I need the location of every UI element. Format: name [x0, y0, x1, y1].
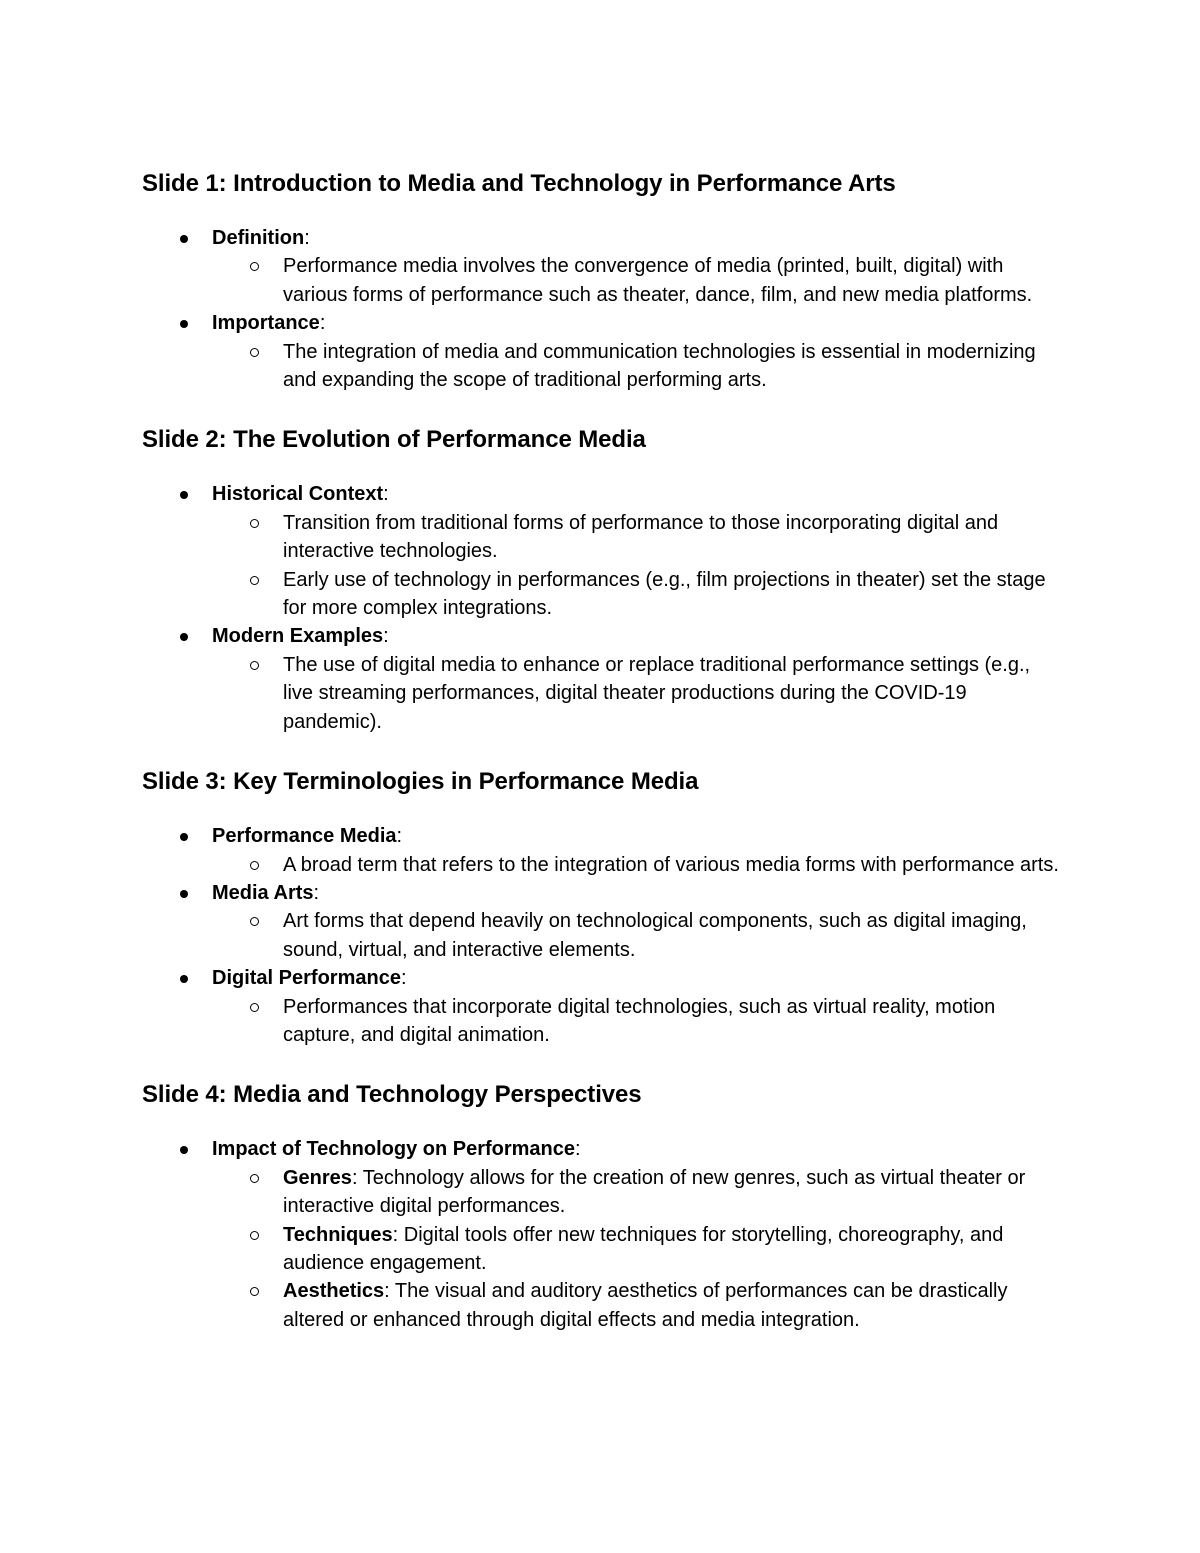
list-item: Performance Media: A broad term that refers to the integration of various media forms with performance arts.: [142, 822, 1082, 879]
sub-item-text: Performance media involves the convergence of media (printed, built, digital) with various forms of performance such as theater, dance, film, and new media platforms.: [283, 255, 1033, 306]
sub-item-text: The integration of media and communication technologies is essential in modernizing and expanding the scope of traditional performing arts.: [283, 340, 1036, 392]
slide-3-section: [142, 766, 1082, 1049]
list-item: Importance: The integration of media and communication technologies is essential in modernizing and expanding the scope of traditional performing arts.: [142, 309, 1082, 394]
sub-item-text: Digital tools offer new techniques for storytelling, choreography, and audience engagement.: [283, 1223, 1004, 1274]
bullet-dot-icon: [180, 633, 188, 641]
bullet-circle-icon: [250, 1287, 259, 1296]
sub-list: [212, 338, 1082, 395]
bullet-circle-icon: [250, 661, 259, 670]
slide-1-heading: Slide 1: Introduction to Media and Technology in Performance Arts: [142, 170, 896, 197]
term-label: Digital Performance: [212, 967, 401, 990]
bullet-circle-icon: [250, 917, 259, 926]
sub-item-text: Technology allows for the creation of new genres, such as virtual theater or interactive digital performances.: [283, 1166, 1026, 1218]
sub-list-item: Genres: Technology allows for the creation of new genres, such as virtual theater or interactive digital performances.: [142, 1164, 1063, 1221]
sub-list: [212, 651, 1082, 736]
sub-term-label: Genres: [283, 1166, 352, 1189]
bullet-circle-icon: [250, 262, 259, 271]
bullet-dot-icon: [180, 491, 188, 499]
sub-list-item: [142, 252, 1063, 309]
slide-2-heading: Slide 2: The Evolution of Performance Media: [142, 426, 646, 454]
bullet-dot-icon: [180, 235, 188, 243]
bullet-circle-icon: [250, 576, 259, 585]
term-label: Modern Examples: [212, 625, 384, 648]
term-label: Historical Context: [212, 483, 384, 506]
sub-item-text: The use of digital media to enhance or replace traditional performance settings (e.g., live streaming performances, digital theater productions during the COVID-19 pandemic).: [283, 653, 1031, 733]
bullet-dot-icon: [180, 320, 188, 328]
list-item: Historical Context: Transition from traditional forms of performance to those incorporating digital and interactive technologies. Early use of technology in performances (e.g., film projections in theater) set the stage for more complex integrations.: [142, 480, 1082, 622]
slide-4-list: [142, 1135, 1082, 1334]
slide-3-heading: Slide 3: Key Terminologies in Performance Media: [142, 768, 699, 796]
list-item: Modern Examples: The use of digital media to enhance or replace traditional performance settings (e.g., live streaming performances, digital theater productions during the COVID-19 pandemic).: [142, 622, 1082, 736]
term-label: Performance Media: [212, 825, 397, 848]
sub-list: [212, 509, 1082, 623]
sub-list: [212, 993, 1082, 1050]
sub-term-label: Techniques: [283, 1223, 393, 1246]
sub-list: [212, 1164, 1082, 1334]
bullet-circle-icon: [250, 1003, 259, 1012]
slide-4-heading: Slide 4: Media and Technology Perspectives: [142, 1081, 642, 1109]
sub-list: [212, 851, 1082, 879]
term-label: Impact of Technology on Performance: [212, 1138, 576, 1161]
list-item: Media Arts: Art forms that depend heavily on technological components, such as digital imaging, sound, virtual, and interactive elements.: [142, 879, 1082, 964]
sub-item-text: Early use of technology in performances (e.g., film projections in theater) set the stage for more complex integrations.: [283, 568, 1046, 620]
sub-item-text: Performances that incorporate digital technologies, such as virtual reality, motion capture, and digital animation.: [283, 995, 996, 1046]
slide-4-section: [142, 1079, 1082, 1334]
slide-2-list: [142, 480, 1082, 736]
term-label: Media Arts: [212, 881, 314, 904]
bullet-dot-icon: [180, 1146, 188, 1154]
sub-item-text: The visual and auditory aesthetics of performances can be drastically altered or enhanced through digital effects and media integration.: [283, 1280, 1008, 1331]
sub-list-item: [142, 338, 1063, 395]
bullet-dot-icon: [180, 975, 188, 983]
list-item: Digital Performance: Performances that incorporate digital technologies, such as virtual reality, motion capture, and digital animation.: [142, 964, 1082, 1049]
sub-list-item: [142, 509, 1063, 566]
sub-list-item: Aesthetics: The visual and auditory aesthetics of performances can be drastically altered or enhanced through digital effects and media integration.: [142, 1277, 1063, 1334]
sub-list-item: Techniques: Digital tools offer new techniques for storytelling, choreography, and audience engagement.: [142, 1221, 1063, 1278]
bullet-dot-icon: [180, 833, 188, 841]
slide-1-list: [142, 224, 1082, 394]
sub-list: [212, 252, 1082, 309]
sub-term-label: Aesthetics: [283, 1280, 385, 1303]
bullet-circle-icon: [250, 348, 259, 357]
sub-list-item: [142, 851, 1063, 879]
bullet-circle-icon: [250, 1231, 259, 1240]
sub-list-item: [142, 566, 1063, 623]
sub-list-item: [142, 993, 1063, 1050]
slide-2-section: [142, 424, 1082, 736]
term-label: Definition: [212, 227, 305, 249]
slide-3-list: [142, 822, 1082, 1049]
bullet-dot-icon: [180, 890, 188, 898]
sub-list-item: [142, 907, 1063, 964]
document-page: [142, 168, 1082, 1334]
bullet-circle-icon: [250, 1174, 259, 1183]
slide-1-section: [142, 168, 1082, 394]
sub-item-text: Art forms that depend heavily on technological components, such as digital imaging, sound, virtual, and interactive elements.: [283, 910, 1027, 961]
sub-item-text: A broad term that refers to the integration of various media forms with performance arts.: [283, 853, 1059, 876]
sub-list: [212, 907, 1082, 964]
sub-list-item: [142, 651, 1063, 736]
bullet-circle-icon: [250, 519, 259, 528]
bullet-circle-icon: [250, 861, 259, 870]
list-item: Definition: Performance media involves the convergence of media (printed, built, digital) with various forms of performance such as theater, dance, film, and new media platforms.: [142, 224, 1082, 309]
term-label: Importance: [212, 312, 320, 335]
sub-item-text: Transition from traditional forms of performance to those incorporating digital and interactive technologies.: [283, 511, 999, 563]
list-item: Impact of Technology on Performance: Genres: Technology allows for the creation of new genres, such as virtual theater or interactive digital performances. Techniques: Digital tools offer new techniques for storytelling, choreography, and audience engagement. Aesthetics: The visual and auditory aesthetics of performances can be drastically altered or enhanced through digital effects and media integration.: [142, 1135, 1082, 1334]
